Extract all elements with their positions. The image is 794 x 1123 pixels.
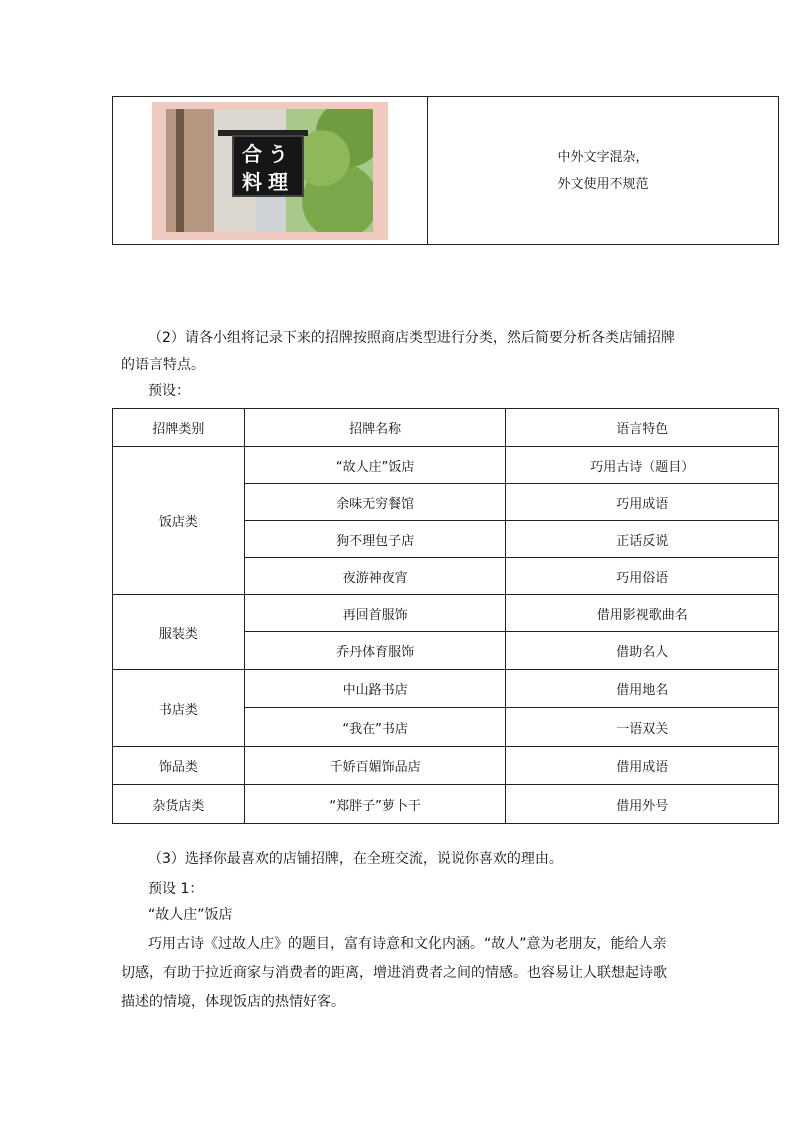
table-row	[113, 785, 779, 824]
table-row	[113, 595, 779, 632]
sign-name-cell: 乔丹体育服饰	[244, 632, 506, 670]
instruction-3: （3）选择你最喜欢的店铺招牌，在全班交流，说说你喜欢的理由。	[148, 851, 563, 867]
language-feature-cell: 巧用俗语	[506, 558, 779, 595]
language-feature-cell: 借用地名	[506, 670, 779, 708]
sign-name-cell: 狗不理包子店	[244, 521, 506, 558]
sign-name-cell: “郑胖子”萝卜干	[244, 785, 506, 824]
table-row	[113, 670, 779, 708]
description-line: 外文使用不规范	[557, 176, 649, 192]
table-header-cell: 招牌名称	[244, 409, 506, 447]
table-header-row	[113, 409, 779, 447]
sign-name-cell: “我在”书店	[244, 708, 506, 747]
sign-name-cell: 中山路书店	[244, 670, 506, 708]
language-feature-cell: 巧用古诗（题目）	[506, 447, 779, 484]
example-table	[112, 96, 779, 245]
language-feature-cell: 借用影视歌曲名	[506, 595, 779, 632]
shop-sign-photo	[152, 102, 388, 240]
sign-description-cell	[428, 97, 779, 245]
sign-name-cell: 千娇百媚饰品店	[244, 747, 506, 785]
category-cell: 服装类	[113, 595, 245, 670]
category-cell: 书店类	[113, 670, 245, 747]
category-cell: 饭店类	[113, 447, 245, 595]
language-feature-cell: 一语双关	[506, 708, 779, 747]
favorite-sign: “故人庄”饭店	[148, 907, 233, 923]
sign-name-cell: “故人庄”饭店	[244, 447, 506, 484]
preset-1-label: 预设 1：	[148, 881, 204, 897]
sign-photo-cell	[113, 97, 428, 245]
sign-name-cell: 夜游神夜宵	[244, 558, 506, 595]
table-header-cell: 语言特色	[506, 409, 779, 447]
reason-paragraph: 巧用古诗《过故人庄》的题目，富有诗意和文化内涵。“故人”意为老朋友，能给人亲切感，有助于拉近商家与消费者的距离，增进消费者之间的情感。也容易让人联想起诗歌描述的情境，体现饭店的热情好客。	[121, 936, 667, 1010]
preset-label: 预设：	[148, 383, 190, 399]
language-feature-cell: 巧用成语	[506, 484, 779, 521]
instruction-2: （2）请各小组将记录下来的招牌按照商店类型进行分类，然后简要分析各类店铺招牌的语言特点。	[121, 330, 675, 373]
language-feature-cell: 正话反说	[506, 521, 779, 558]
language-feature-cell: 借用成语	[506, 747, 779, 785]
signboard-classification-table	[112, 408, 779, 824]
category-cell: 杂货店类	[113, 785, 245, 824]
category-cell: 饰品类	[113, 747, 245, 785]
table-row	[113, 747, 779, 785]
sign-name-cell: 余味无穷餐馆	[244, 484, 506, 521]
shop-sign: 合う 料理	[232, 135, 304, 197]
table-header-cell: 招牌类别	[113, 409, 245, 447]
language-feature-cell: 借助名人	[506, 632, 779, 670]
language-feature-cell: 借用外号	[506, 785, 779, 824]
description-line: 中外文字混杂，	[557, 149, 649, 165]
table-row	[113, 447, 779, 484]
sign-name-cell: 再回首服饰	[244, 595, 506, 632]
